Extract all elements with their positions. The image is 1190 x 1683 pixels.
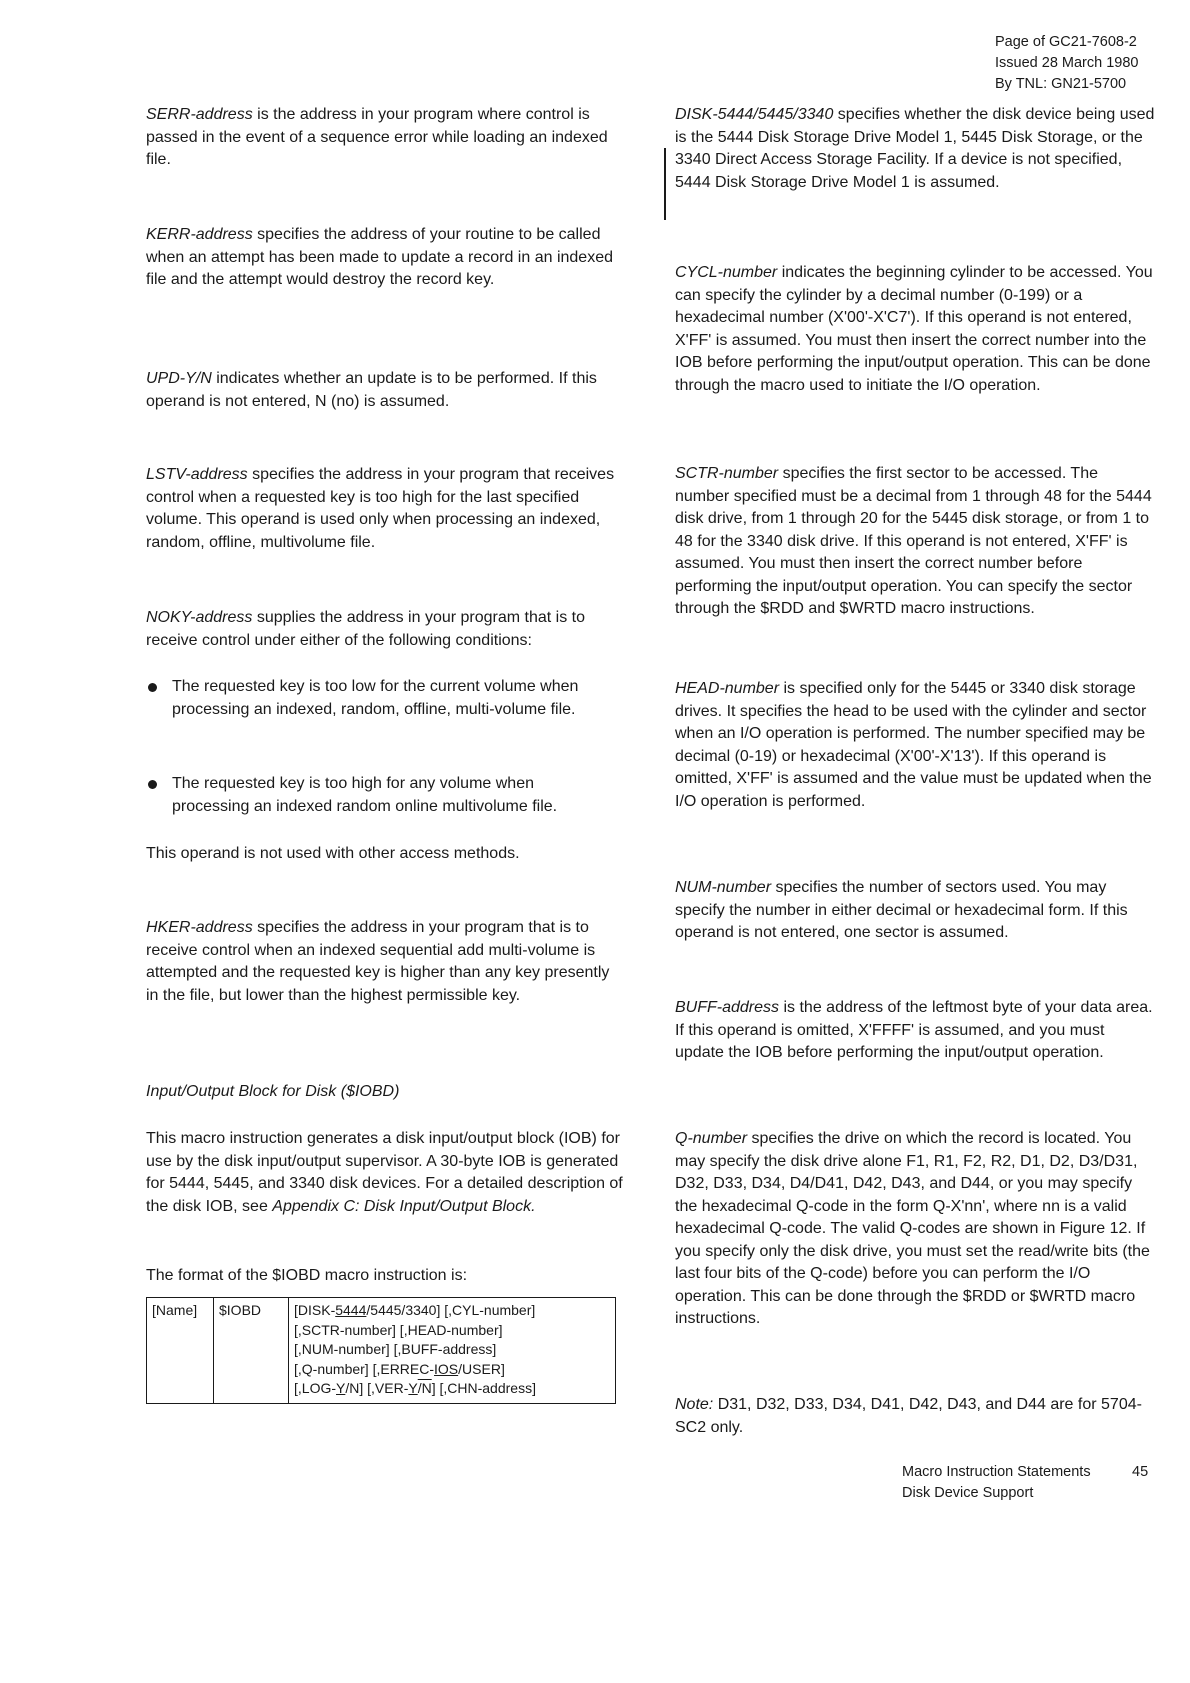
hker-paragraph [146,917,626,1007]
page-footer [902,1462,1149,1504]
operand-text: /5445/3340] [,CYL-number] [366,1302,536,1318]
upd-term: UPD-Y/N [146,370,212,387]
macro-desc-text: This macro instruction generates a disk input/output block (IOB) for use by the disk input/output supervisor. A 30-byte IOB is generated for 5444, 5445, and 3340 disk devices. For a detailed description of the disk IOB, see [146,1130,623,1215]
serr-paragraph [146,104,626,172]
note-paragraph [675,1394,1155,1439]
header-issued: Issued 28 March 1980 [995,55,1139,71]
operand-text: [DISK- [294,1302,336,1318]
buff-paragraph [675,997,1155,1065]
operand-text: /N [417,1380,432,1396]
lstv-paragraph [146,464,626,554]
operands-cell [289,1298,616,1404]
operand-line: [,SCTR-number] [,HEAD-number] [294,1321,503,1338]
cycl-term: CYCL-number [675,264,778,281]
q-term: Q-number [675,1130,748,1147]
operand-text: [,LOG- [294,1380,337,1396]
revision-bar [664,148,666,220]
disk-term: DISK-5444/5445/3340 [675,106,834,123]
bullet-icon [148,780,157,789]
num-text: specifies the number of sectors used. You may specify the number in either decimal or hexadecimal form. If this operand is not entered, one sector is assumed. [675,879,1128,941]
disk-paragraph [675,104,1155,194]
cycl-text: indicates the beginning cylinder to be accessed. You can specify the cylinder by a decimal number (0-199) or a hexadecimal number (X'00'-X'C7'). If this operand is not entered, X'FF' is assumed. You must then insert the correct number into the IOB before performing the input/output operation. This can be done through the macro used to initiate the I/O operation. [675,264,1153,394]
operation-cell: $IOBD [214,1298,289,1404]
kerr-paragraph [146,224,626,292]
section-subheading: Input/Output Block for Disk ($IOBD) [146,1083,400,1100]
noky-term: NOKY-address [146,609,253,626]
format-intro: The format of the $IOBD macro instruction is: [146,1267,468,1284]
q-text: specifies the drive on which the record is located. You may specify the disk drive alone F1, R1, F2, R2, D1, D2, D3/D31, D32, D33, D34, D4/D41, D42, D43, and D44, or you may specify the hexadecimal Q-code in the form Q-X'nn', where nn is a valid hexadecimal Q-code. The valid Q-codes are shown in Figure 12. If you specify only the disk drive, you must set the read/write bits (the last four bits of the Q-code) before you can perform the I/O operation. This can be done through the $RDD or $WRTD macro instructions. [675,1130,1150,1327]
serr-text: is the address in your program where control is passed in the event of a sequence error while loading an indexed file. [146,106,608,168]
buff-text: is the address of the leftmost byte of your data area. If this operand is omitted, X'FFFF' is assumed, and you must update the IOB before performing the input/output operation. [675,999,1153,1061]
operand-text: ] [,CHN-address] [431,1380,536,1396]
default-value: 5444 [335,1302,367,1318]
default-value: IOS [434,1360,459,1377]
macro-appendix-ref: Appendix C: Disk Input/Output Block. [272,1197,536,1215]
kerr-text: specifies the address of your routine to be called when an attempt has been made to update a record in an indexed file and the attempt would destroy the record key. [146,226,613,288]
head-term: HEAD-number [675,680,780,697]
bullet-text: The requested key is too high for any volume when processing an indexed random online multivolume file. [172,775,558,815]
default-value: Y [408,1380,418,1396]
operand-text: [,Q-number] [,ERREC- [294,1360,435,1377]
note-term: Note: [675,1396,714,1413]
cycl-paragraph [675,262,1155,397]
num-paragraph [675,877,1155,945]
head-text: is specified only for the 5445 or 3340 disk storage drives. It specifies the head to be used with the cylinder and sector when an I/O operation is performed. The number specified may be decimal (0-19) or hexadecimal (X'00'-X'13'). If this operand is omitted, X'FF' is assumed and the value must be updated when the I/O operation is performed. [675,680,1152,810]
not-used-paragraph: This operand is not used with other access methods. [146,845,520,862]
operand-line: [,NUM-number] [,BUFF-address] [294,1341,497,1357]
note-text: D31, D32, D33, D34, D41, D42, D43, and D44 are for 5704-SC2 only. [675,1396,1142,1436]
default-value: Y [336,1380,346,1396]
sctr-term: SCTR-number [675,465,779,482]
format-table [146,1297,616,1404]
footer-chapter: Disk Device Support [902,1485,1034,1501]
hker-term: HKER-address [146,919,253,936]
serr-term: SERR-address [146,106,253,123]
header-page-of: Page of GC21-7608-2 [995,34,1137,50]
kerr-term: KERR-address [146,226,253,243]
macro-description [146,1128,626,1218]
operand-text: /USER] [458,1360,505,1377]
lstv-term: LSTV-address [146,466,248,483]
name-cell: [Name] [147,1298,214,1404]
noky-paragraph [146,607,626,652]
header-tnl: By TNL: GN21-5700 [995,76,1127,92]
operand-line [294,1301,610,1321]
num-term: NUM-number [675,879,772,896]
operand-line [294,1379,610,1399]
page-header [995,32,1138,95]
upd-paragraph [146,368,626,413]
bullet-icon [148,683,157,692]
upd-text: indicates whether an update is to be performed. If this operand is not entered, N (no) is assumed. [146,370,597,410]
footer-section: Macro Instruction Statements [902,1464,1091,1480]
bullet-text: The requested key is too low for the current volume when processing an indexed, random, offline, multi-volume file. [172,678,579,718]
hker-text: specifies the address in your program that is to receive control when an indexed sequential add multi-volume is attempted and the requested key is higher than any key presently in the file, but lower than the highest permissible key. [146,919,610,1004]
sctr-text: specifies the first sector to be accessed. The number specified must be a decimal from 1 through 48 for the 5444 disk drive, from 1 through 20 for the 5445 disk storage, or from 1 to 48 for the 3340 disk drive. If this operand is not entered, X'FF' is assumed. You must then insert the correct number before performing the input/output operation. You can specify the sector through the $RDD and $WRTD macro instructions. [675,465,1152,617]
buff-term: BUFF-address [675,999,780,1016]
head-paragraph [675,678,1155,813]
operand-text: /N] [,VER- [345,1380,409,1396]
noky-text: supplies the address in your program that is to receive control under either of the following conditions: [146,609,586,649]
disk-text: specifies whether the disk device being used is the 5444 Disk Storage Drive Model 1, 5445 Disk Storage, or the 3340 Direct Access Storage Facility. If a device is not specified, 5444 Disk Storage Drive Model 1 is assumed. [675,106,1155,191]
q-paragraph [675,1128,1155,1331]
operand-line [294,1360,610,1380]
table-row [147,1298,616,1404]
sctr-paragraph [675,463,1155,621]
page-number: 45 [1132,1464,1149,1480]
lstv-text: specifies the address in your program that receives control when a requested key is too high for the last specified volume. This operand is used only when processing an indexed, random, offline, multivolume file. [146,466,615,551]
